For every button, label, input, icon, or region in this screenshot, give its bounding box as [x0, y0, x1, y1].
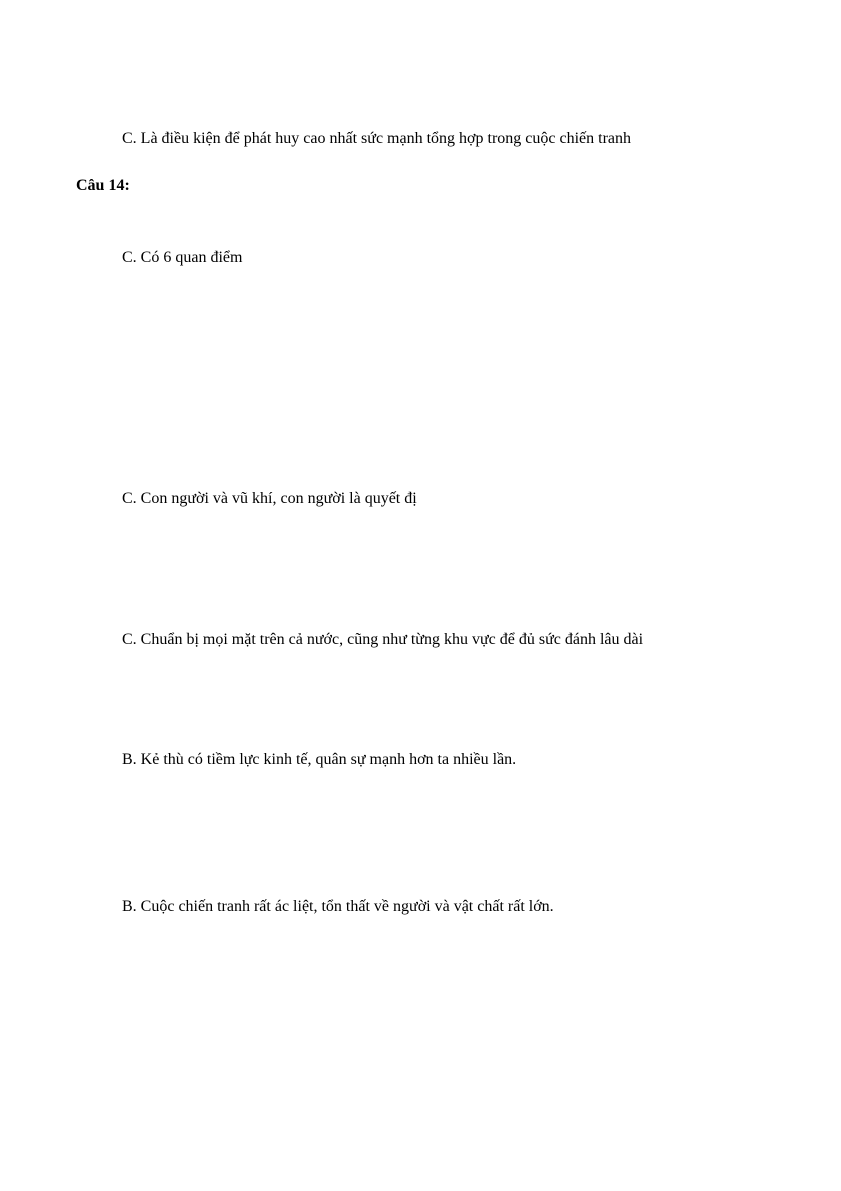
answer-option-c-line: C. Con người và vũ khí, con người là quyết đị — [122, 490, 417, 507]
answer-option-b-line: B. Cuộc chiến tranh rất ác liệt, tổn thất về người và vật chất rất lớn. — [122, 898, 554, 915]
answer-option-c-line: C. Là điều kiện để phát huy cao nhất sức mạnh tổng hợp trong cuộc chiến tranh — [122, 130, 631, 147]
question-label: Câu 14: — [76, 177, 130, 194]
answer-option-c-line: C. Có 6 quan điểm — [122, 249, 243, 266]
answer-option-c-line: C. Chuẩn bị mọi mặt trên cả nước, cũng như từng khu vực để đủ sức đánh lâu dài — [122, 631, 644, 648]
answer-option-b-line: B. Kẻ thù có tiềm lực kinh tế, quân sự mạnh hơn ta nhiều lần. — [122, 751, 517, 768]
